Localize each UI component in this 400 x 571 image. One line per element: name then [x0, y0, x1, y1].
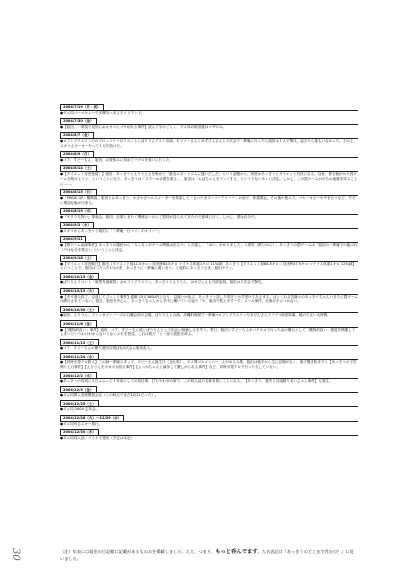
timeline-entry	[60, 353, 358, 370]
timeline-entry	[60, 208, 358, 220]
entry-date: 2004/11/6（金）	[60, 320, 97, 326]
entry-text: ●ロフトプラスワンでのブロッコリーのイベントにぱりりんゲスト出演。モリコーさんとゆずぴよさんと２次会で一夢庵に行ったら姐田は１人で撃沈。起きたら誰もいなかった。その上、スギコさポーカーやって１万円負けた。	[60, 139, 357, 148]
footnote	[60, 549, 358, 561]
entry-date: 2004/8/14（土）	[60, 165, 97, 171]
entry-text: ●ゴア、すどーちん、姐田、お昼休みに初めてマグロを食いに行った。	[60, 158, 173, 163]
entry-header	[60, 429, 358, 436]
timeline-entry	[60, 255, 358, 272]
entry-date: 2004/11/24（水）	[60, 353, 99, 359]
entry-date: 2004/10/19（火）	[60, 288, 99, 294]
entry-date: 2004/9/2（水）	[60, 222, 94, 228]
entry-date: 2004/8/19（木）	[60, 208, 97, 214]
entry-text: ●【「賭物約負い」事件】姐田、ゴア、すどーちん低とぱりりんとして出会に暗誦しるを失う。寄日、姐田とすどーちんがパチスロで行った金の賭合として「賭物約負い」感覚を開運してしまいというわけわからないくないメモを発見。これは彼だ「と一部と波影を呼ぶ。	[60, 327, 356, 337]
timeline-entry	[60, 273, 358, 285]
entry-text: ●ダメ同同人誌、コミケで発売（予定は未定）	[60, 435, 135, 440]
timeline-entry	[60, 306, 358, 318]
timeline-entry	[60, 288, 358, 305]
timeline-entry	[60, 151, 358, 163]
entry-text: ●【姐田、一夢風で見知らぬオカマにブチ切れる事件】読んで字のごとく、ダメ同の飲食後はゴザのみ。	[60, 125, 227, 130]
footnote-text: （注）年表には姐田の日記帳に記載があるものみを掲載しました。ええ、つまり、	[60, 549, 216, 554]
entry-header	[60, 222, 358, 229]
entry-header	[60, 208, 358, 215]
entry-header	[60, 320, 358, 327]
entry-date: 2004/9/18（土）	[60, 255, 97, 261]
entry-header	[60, 236, 358, 243]
timeline-entry	[60, 415, 358, 427]
timeline-entry	[60, 320, 358, 337]
entry-text: ●『ヤクラ九物い』発表会。姐田、仕事とまたく関係ないのにご招待が送られてきたので意味に行く。しかし、酒は自分で。	[60, 214, 259, 219]
timeline-entry	[60, 132, 358, 149]
entry-text: ●ゴア、すどーちんの賭り遊回合図ばな2次会に姐田乱入。	[60, 346, 154, 351]
entry-text: ●ダメ同有志スキー旅行。	[60, 421, 103, 426]
entry-date: 2004/12/28（火）〜12/29（水）	[60, 415, 124, 421]
entry-text: ●【ダイエット対決発覚！】姐田、あっきうとえりりんるを集めて「最近エボーリジムに通いだしだ」という話題から、何故かあっきうとダイエット対決になる。以来、昼も朝がかり訓ゲームを明けようと、ということになり、あっきうは「スクール水着を着る」、姐田は「おばちゃんをナンパする」という下ないあレに決定。しかし、この罰ゲームがのちの地獄を呼ぶことに……。	[60, 172, 358, 186]
entry-date: 2004/12/25（土）	[60, 400, 99, 406]
timeline-entry	[60, 165, 358, 186]
entry-date: 2004/10/15（金）	[60, 273, 99, 279]
entry-date: 2004/8/9（月）	[60, 151, 94, 157]
entry-header	[60, 104, 358, 111]
footnote-text-tail: 。人名表記は『あっきうのどこまで呑むの？』に従いました。	[60, 549, 354, 561]
entry-text: ●【ダイエット対決戦日】姐田（ダイエット前11.5キロ＝対決時63.5キロ マイナス体重1キロ 11%減）あっきう【ダイエット前68.5キロ＝対決時47.5キロ マイナス体重1キロ 12%減】ということで、姐田は二たった1％の差、あっきうに一夢庵に書いまう。と純粋にあっきうさま、姐田ダウン。	[60, 261, 356, 271]
timeline-entry	[60, 222, 358, 234]
entry-header	[60, 189, 358, 196]
timeline-entry	[60, 372, 358, 384]
entry-date: 2004/8/15（日）	[60, 189, 97, 195]
entry-date: 2004/7/19（月・祝）	[60, 104, 104, 110]
entry-header	[60, 415, 358, 422]
timeline-entry	[60, 386, 358, 398]
entry-date: 2004/9/11	[60, 236, 86, 242]
entry-date: 2004/12/30（木）	[60, 429, 99, 435]
timeline-entry	[60, 189, 358, 206]
timeline-entry	[60, 400, 358, 412]
entry-header	[60, 255, 358, 262]
entry-date: 2004/10/30（土）	[60, 306, 99, 312]
entry-date: 2004/12/3（金）	[60, 386, 97, 392]
entry-text: ●ぱりりんイベント「暗黒外道薬祭」＠ロフトプラスワン。あっきうとえりりん、はせぴょんも外部参加。姐田は２次会で撃沈。	[60, 280, 265, 285]
timeline-entry	[60, 339, 358, 351]
entry-text: ●【同時多発テロ防人】三の師ー夢庵スタップ、ボビーさん誕生日（念仏郭）。ダメ問ゴルメンバー、えがめるみ集、姐田は後半から生に記憶がなく、後で聞き粉ますと【あっきうの子宮開り上げ事件】【えりりんをポカポカ殴る事件】【よっかちゃんと論争して賭しがられる事件】など、同時多発テロで行ったちしていない。	[60, 360, 357, 370]
timeline-entry	[60, 429, 358, 441]
entry-text: ●あっきうの有明に５日ふふって１年前にしての初仕事。打ちやわせの席で、この同人誌の名称を基にことになる。【あっきう、意外と目組勝りまいじゃん事件】も発生。	[60, 379, 333, 384]
entry-text: ●スギコからあっきうと姐田に「一夢庵一日ママ」のオファー。	[60, 228, 163, 233]
entry-header	[60, 288, 358, 295]
entry-text: ●【タダ酒み終了、会員してびっくり事件】賞額 15万3000円になり、以後いか危ぶ、あっきうと話した挙げくかす受けてあるまる。ぱっくれる気満々のあっきうちゃんいきたに罰ゲームは開行されていない。発言、姐田を中心に、あっきうちゃんから学中に働いている姐で「や、姐田で飲えますーす」メール事件。仕事が手につかない。	[60, 294, 358, 304]
entry-date: 2004/12/2（木）	[60, 372, 97, 378]
entry-date: 2004/11/13（土）	[60, 339, 99, 345]
footnote-emphasis: もっと呑んでます	[215, 549, 258, 555]
entry-text: ●【葬ゲーム起源事件】あっきうの頭民から「みくなくがゲーム関係は出るべ」と言違し、「はい、わかりました」と即答（鉄りから）。あっきうの罰ゲームは「姐田の一夢庵での臨み代（夕はな分を買る）」ということに決定。	[60, 242, 358, 252]
timeline-entry	[60, 236, 358, 253]
timeline	[60, 104, 358, 443]
entry-text: ●ダメ同バーベキューで多摩川へまよろうリランド。	[60, 111, 145, 116]
entry-text: ●姐田、えりりん、ファンタジーノーズの日曜会前の会場、ぱりりんと合流。沖縄料理屋で一夢庵→ロフトプラスワンやまげんさんライブ→高田馬場、地ので正い大時間。	[60, 313, 331, 318]
entry-header	[60, 400, 358, 407]
entry-text: ●ダメ同関人旧席開展会社（この時点でまだ12/11だった）。	[60, 393, 159, 398]
entry-date: 2004/8/7（金）	[60, 132, 94, 138]
page-number: 30	[10, 548, 21, 561]
entry-text: ●「PRIDE GP」観戦後、姐田とおあっきう、わざわざべルスメーターを持参して「さいたまスーパーアリーナ」の前で、体重測定。その後の飲みで、ゴセノオさーや中を合うなど、すでに増加な駄が出来る。	[60, 195, 356, 205]
timeline-entry	[60, 118, 358, 130]
entry-text: ●ダメ同 2004 忘年会。	[60, 407, 100, 412]
entry-date: 2004/7/30（金）	[60, 118, 97, 124]
timeline-entry	[60, 104, 358, 116]
